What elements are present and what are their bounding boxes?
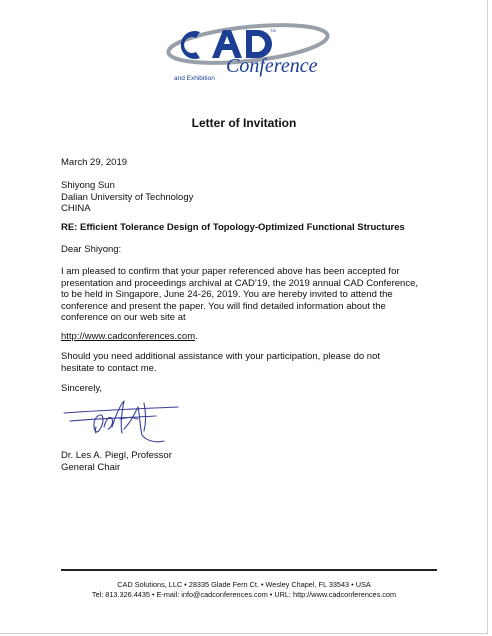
recipient-address: [61, 180, 441, 215]
recipient-country: CHINA: [61, 203, 91, 214]
signer-role: General Chair: [61, 461, 121, 473]
closing: Sincerely,: [61, 383, 103, 394]
paragraph-line: conference on our web site at: [61, 312, 186, 323]
subject-line: RE: Efficient Tolerance Design of Topology-Optimized Functional Structures: [61, 222, 405, 233]
paragraph-line: presentation and proceedings archival at CAD’19, the 2019 annual CAD Conference,: [61, 277, 419, 289]
paragraph-acceptance: [61, 266, 441, 324]
cad-conference-logo: [160, 22, 335, 82]
logo-letter-c: [181, 31, 200, 59]
signer-block: [61, 450, 441, 473]
letter-date: March 29, 2019: [61, 157, 128, 168]
website-link[interactable]: http://www.cadconferences.com: [61, 331, 196, 342]
paragraph-line: to be held in Singapore, June 24-26, 2019. You are hereby invited to attend the: [61, 289, 393, 300]
website-link-trail: .: [195, 331, 198, 342]
logo-graphic: [160, 22, 335, 82]
recipient-org: Dalian University of Technology: [61, 191, 194, 203]
paragraph-line: hesitate to contact me.: [61, 362, 157, 374]
logo-subtitle: and Exhibition: [174, 75, 215, 82]
letter-title: Letter of Invitation: [191, 116, 297, 130]
signer-name: Dr. Les A. Piegl, Professor: [61, 450, 172, 461]
logo-tm: TM: [270, 28, 276, 33]
salutation: Dear Shiyong:: [61, 244, 122, 255]
paragraph-line: I am pleased to confirm that your paper referenced above has been accepted for: [61, 266, 400, 277]
handwritten-signature: [60, 393, 182, 448]
footer-contact: Tel: 813.326.4435 • E-mail: info@cadconferences.com • URL: http://www.cadconferences.com: [91, 590, 397, 599]
footer-address: CAD Solutions, LLC • 28335 Glade Fern Ct. • Wesley Chapel, FL 33543 • USA: [117, 580, 371, 589]
signature-graphic: [60, 393, 182, 448]
logo-letter-d: [246, 30, 272, 58]
paragraph-line: Should you need additional assistance with your participation, please do not: [61, 351, 380, 362]
logo-letter-a: [212, 30, 242, 58]
website-line: [61, 331, 441, 343]
paragraph-assistance: [61, 351, 441, 374]
footer-divider: [61, 569, 437, 571]
recipient-name: Shiyong Sun: [61, 180, 115, 191]
paragraph-line: conference and present the paper. You will find detailed information about the: [61, 300, 386, 312]
logo-script-conference: Conference: [226, 55, 318, 77]
